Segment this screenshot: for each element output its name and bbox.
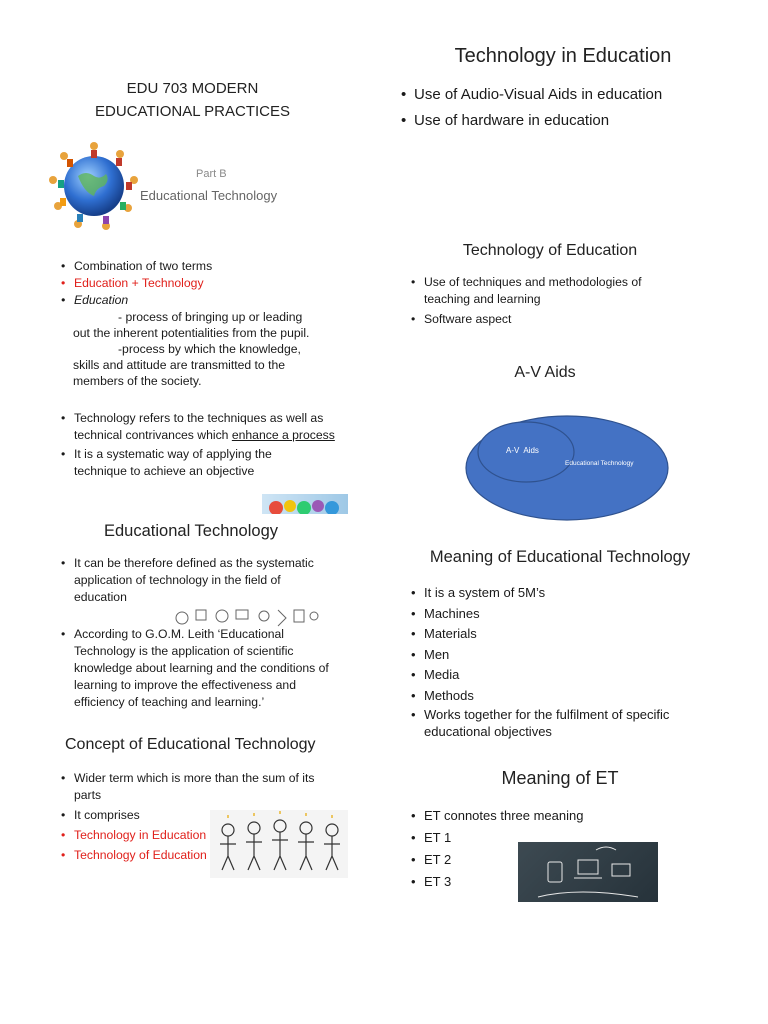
chalkboard-image	[518, 842, 658, 902]
list-item: • Methods	[410, 686, 720, 707]
outer-circle-label: Educational Technology	[565, 460, 634, 467]
list-item: • Men	[410, 645, 720, 666]
list-item: • It comprises	[60, 807, 350, 824]
list-item: • Works together for the fulfilment of specific educational objectives	[410, 706, 709, 740]
list-item: • Wider term which is more than the sum of its parts	[60, 770, 339, 804]
list-item: • According to G.O.M. Leith ‘Educational Technology is the application of scientific knowledge about learning and the conditions of learning to improve the effectiveness and efficiency of teaching and learning.’	[60, 626, 336, 711]
gears-image	[262, 494, 348, 514]
slide-title-line1: EDU 703 MODERN	[126, 80, 259, 97]
tech-in-edu-slide	[400, 45, 730, 134]
definition-list	[60, 258, 350, 309]
list-item: • ET 1	[410, 827, 720, 849]
list-item: • Combination of two terms	[60, 258, 350, 275]
slide-title-line2: EDUCATIONAL PRACTICES	[94, 103, 291, 120]
slide-subtitle: Educational Technology	[140, 188, 278, 203]
sub-definition-1: - process of bringing up or leading out the inherent potentialities from the pupil.	[73, 310, 310, 340]
list-item: • Technology in Education	[60, 827, 350, 844]
av-aids-slide	[410, 364, 710, 467]
list-item: • ET connotes three meaning	[410, 805, 720, 827]
slide-title: Meaning of ET	[501, 768, 619, 788]
list-item: • Media	[410, 665, 720, 686]
sub-definition-2: -process by which the knowledge, skills and attitude are transmitted to the members of the society.	[73, 342, 301, 388]
meaning-et-slide	[410, 548, 720, 740]
et-slide	[60, 522, 350, 711]
icons-image	[170, 604, 322, 628]
slide-title: Concept of Educational Technology	[65, 736, 316, 753]
inner-circle-label: A-V Aids	[506, 446, 539, 455]
list-item: • Software aspect	[410, 311, 710, 328]
list-item: • It can be therefore defined as the systematic application of technology in the field of education	[60, 555, 329, 606]
list-item: • Use of techniques and methodologies of teaching and learning	[410, 274, 674, 308]
technology-list	[60, 410, 350, 480]
list-item: • It is a system of 5M’s	[410, 583, 720, 604]
title-slide	[45, 70, 350, 250]
technology-definition-slide	[60, 410, 350, 480]
tech-of-edu-list	[410, 274, 710, 328]
list-item: • Education	[60, 292, 350, 309]
definition-slide	[60, 258, 350, 389]
meaning-of-et-slide	[410, 768, 720, 893]
av-aids-venn-diagram	[464, 414, 674, 524]
thinking-people-image	[210, 810, 348, 878]
list-item: • It is a systematic way of applying the technique to achieve an objective	[60, 446, 294, 480]
list-item: • ET 2	[410, 849, 720, 871]
list-item: • Use of Audio-Visual Aids in education	[400, 82, 730, 108]
list-item: • Education + Technology	[60, 275, 350, 292]
et-list-2	[60, 626, 350, 711]
list-item: • Materials	[410, 624, 720, 645]
tech-of-edu-slide	[410, 242, 710, 328]
concept-slide	[60, 736, 350, 864]
enhance-process-text: enhance a process	[231, 428, 335, 442]
list-item: • Use of hardware in education	[400, 108, 730, 134]
list-item	[60, 410, 346, 444]
slide-title: A-V Aids	[514, 364, 576, 381]
list-item: • Machines	[410, 604, 720, 625]
part-label: Part B	[196, 168, 227, 180]
et-list	[60, 555, 350, 606]
tech-in-edu-list	[400, 82, 730, 134]
slide-title: Technology in Education	[454, 45, 672, 67]
technology-definition-text: Technology refers to the techniques as well as technical contrivances which	[74, 411, 324, 442]
slide-title: Educational Technology	[104, 522, 278, 540]
globe-people-image	[48, 140, 140, 232]
slide-title: Technology of Education	[462, 242, 638, 259]
list-item: • ET 3	[410, 871, 720, 893]
slide-title: Meaning of Educational Technology	[429, 548, 691, 566]
list-item: • Technology of Education	[60, 847, 350, 864]
meaning-et-list	[410, 583, 720, 740]
